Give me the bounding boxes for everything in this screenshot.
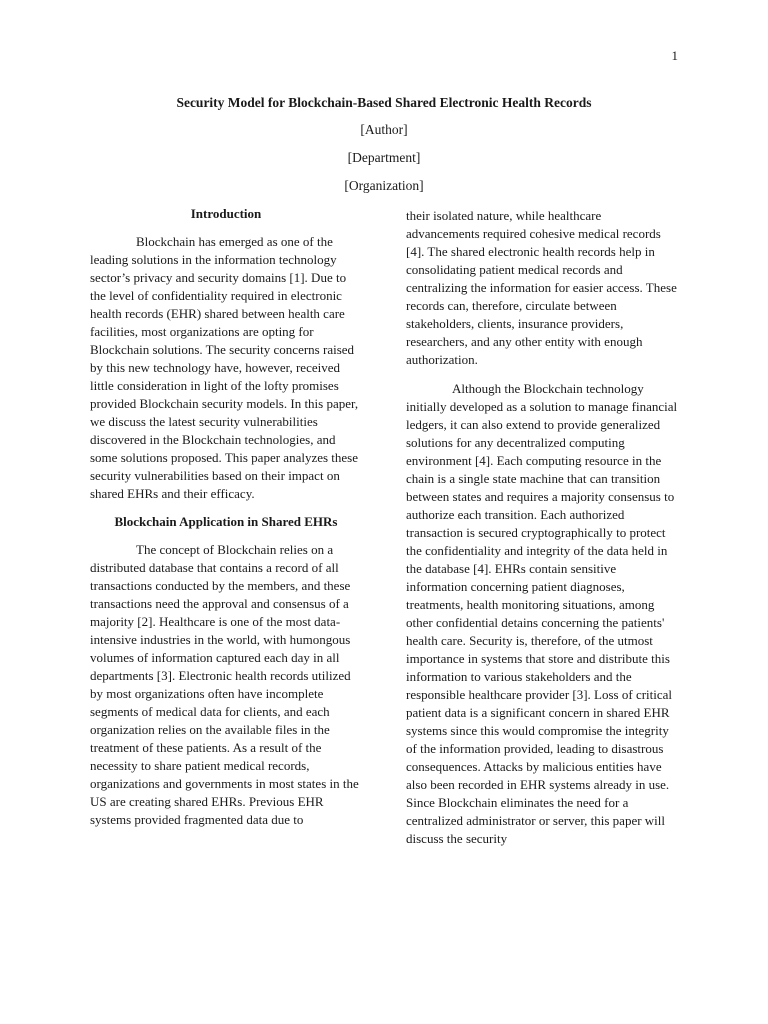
introduction-paragraph: Blockchain has emerged as one of the leading solutions in the information technology sector’s privacy and security domains [1]. Due to the level of confidentiality required in electronic health records (EHR) shared between health care facilities, most organizations are opting for Blockchain solutions. The security concerns raised by this new technology have, however, received little consideration in light of the lofty promises provided Blockchain security models. In this paper, we discuss the latest security vulnerabilities discovered in the Blockchain technologies, and some solutions proposed. This paper analyzes these security vulnerabilities based on their impact on shared EHRs and their efficacy.	[90, 234, 359, 501]
document-title: Security Model for Blockchain-Based Shared Electronic Health Records	[176, 95, 592, 110]
author-line: [Author]	[360, 122, 408, 137]
page-number: 1	[671, 48, 678, 63]
continued-paragraph: their isolated nature, while healthcare advancements required cohesive medical records [4]. The shared electronic health records help in consolidating patient medical records and centralizing the information for easier access. These records can, therefore, circulate between stakeholders, clients, insurance providers, researchers, and any other entity with enough authorization.	[406, 208, 677, 367]
department-line: [Department]	[347, 150, 421, 165]
application-paragraph: The concept of Blockchain relies on a distributed database that contains a record of all transactions conducted by the members, and these transactions need the approval and consensus of a majority [2]. Healthcare is one of the most data-intensive industries in the world, with humongous volumes of information captured each day in all departments [3]. Electronic health records utilized by most organizations often have incomplete segments of medical data for clients, and each organization relies on the available files in the treatment of these patients. As a result of the necessity to share patient medical records, organizations and governments in most states in the US are creating shared EHRs. Previous EHR systems provided fragmented data due to	[90, 542, 359, 827]
left-column	[90, 205, 362, 829]
organization-line: [Organization]	[344, 178, 424, 193]
application-heading: Blockchain Application in Shared EHRs	[114, 514, 338, 529]
right-column	[406, 207, 678, 848]
introduction-heading: Introduction	[190, 206, 262, 221]
blockchain-technology-paragraph: Although the Blockchain technology initially developed as a solution to manage financial ledgers, it can also extend to provide generalized solutions for any decentralized computing environment [4]. Each computing resource in the chain is a single state machine that can transition between states and requires a majority consensus to authorize each transition. Each authorized transaction is secured cryptographically to protect the confidentiality and integrity of the data held in the database [4]. EHRs contain sensitive information concerning patient diagnoses, treatments, health monitoring situations, among other confidential detains concerning the patients' health care. Security is, therefore, of the utmost importance in systems that store and distribute this information to various stakeholders and the responsible healthcare provider [3]. Loss of critical patient data is a significant concern in shared EHR systems since this would compromise the integrity of the information provided, leading to disastrous consequences. Attacks by malicious entities have also been recorded in EHR systems already in use. Since Blockchain eliminates the need for a centralized administrator or server, this paper will discuss the security	[406, 381, 678, 846]
